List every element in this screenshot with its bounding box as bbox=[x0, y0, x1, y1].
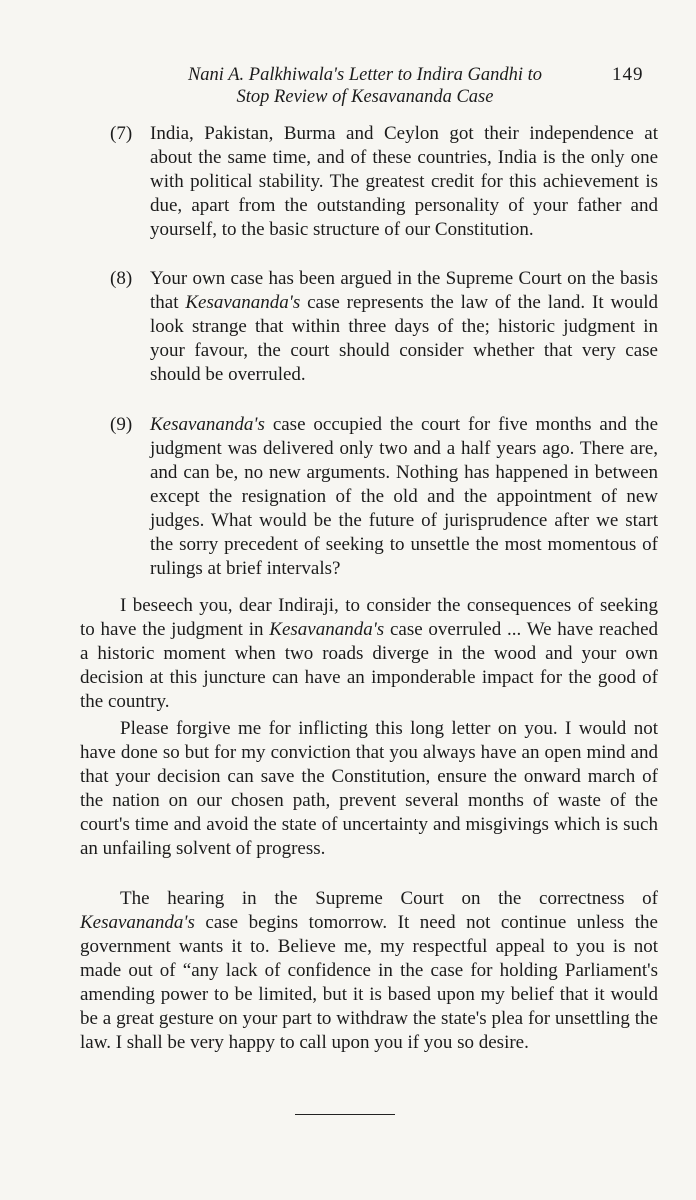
page-number: 149 bbox=[612, 64, 644, 85]
running-head bbox=[130, 64, 600, 108]
running-head-line-2: Stop Review of Kesavananda Case bbox=[236, 87, 494, 107]
point-text-start: Your own case has been argued in the Supreme Court on the basis that bbox=[150, 268, 658, 313]
paragraph-text-end: case begins tomorrow. It need not continue unless the government wants it to. Believe me, my respectful appeal to you is not made out of “any lack of confidence in the case for holding Parliament's amending power to be limited, but it is based upon my belief that it would be a great gesture on your part to withdraw the state's plea for unsettling the law. I shall be very happy to call upon you if you so desire. bbox=[80, 912, 658, 1053]
point-text-end: case represents the law of the land. It would look strange that within three days of the; historic judgment in your favour, the court should consider whether that very case should be overruled. bbox=[150, 292, 658, 385]
closing-rule bbox=[295, 1114, 395, 1115]
paragraph-beseech bbox=[80, 594, 658, 714]
point-number: (9) bbox=[110, 414, 133, 435]
paragraph-forgive: Please forgive me for inflicting this long letter on you. I would not have done so but for my conviction that you always have an open mind and that your decision can save the Constitution, ensure the onward march of the nation on our chosen path, prevent several months of waste of the court's time and avoid the state of uncertainty and misgivings which is such an unfailing solvent of progress. bbox=[80, 718, 658, 859]
point-number: (7) bbox=[110, 123, 133, 144]
point-text bbox=[150, 267, 658, 387]
paragraph-text-start: The hearing in the Supreme Court on the correctness of bbox=[120, 888, 658, 909]
point-text-end: case occupied the court for five months and the judgment was delivered only two and a half years ago. There are, and can be, no new arguments. Nothing has happened in between except the resignation of the old and the appointment of new judges. What would be the future of jurisprudence after we start the sorry precedent of seeking to unsettle the most momentous of rulings at brief intervals? bbox=[150, 414, 658, 579]
paragraph-hearing bbox=[80, 887, 658, 1055]
paragraph-text-end: case overruled ... We have reached a historic moment when two roads diverge in the wood and your own decision at this juncture can have an imponderable impact for the good of the country. bbox=[80, 619, 659, 712]
running-head-line-1: Nani A. Palkhiwala's Letter to Indira Gandhi to bbox=[187, 65, 543, 85]
point-number: (8) bbox=[110, 268, 133, 289]
case-name: Kesavananda's bbox=[150, 414, 265, 435]
case-name: Kesavananda's bbox=[269, 619, 385, 640]
point-text: India, Pakistan, Burma and Ceylon got their independence at about the same time, and of these countries, India is the only one with political stability. The greatest credit for this achievement is due, apart from the outstanding personality of your father and yourself, to the basic structure of our Constitution. bbox=[150, 123, 658, 240]
point-text bbox=[150, 413, 658, 581]
case-name: Kesavananda's bbox=[80, 912, 195, 933]
case-name: Kesavananda's bbox=[185, 292, 301, 313]
paragraph-text-start: I beseech you, dear Indiraji, to consider the consequences of seeking to have the judgment in bbox=[80, 595, 658, 640]
